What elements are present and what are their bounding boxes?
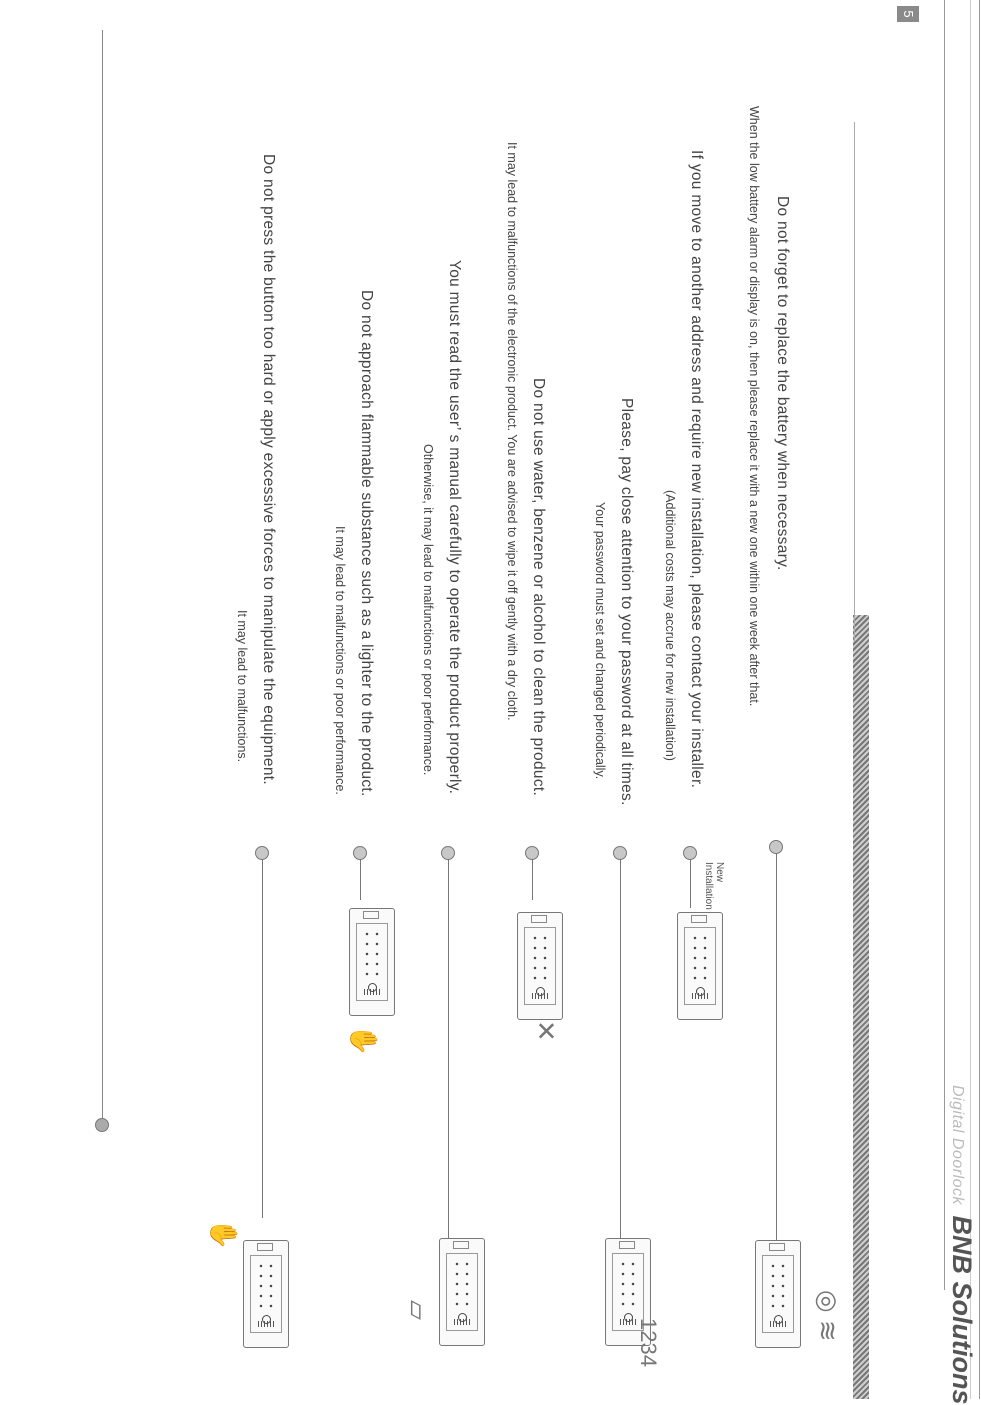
notice-password [559, 0, 635, 1399]
notice-title: Do not press the button too hard or apply excessive forces to manipulate the equipment. [260, 154, 277, 785]
notice-new-installation [629, 0, 705, 1399]
brand-heading [946, 1085, 977, 1405]
connector-line [690, 858, 691, 908]
connector-line [776, 848, 777, 1243]
manual-icon: ▱ [403, 1300, 433, 1320]
bullet-dot [683, 846, 697, 860]
connector-line [620, 858, 621, 1238]
brand-name: BNB Solutions [947, 1215, 977, 1405]
notice-battery [715, 0, 791, 1399]
notice-detail: It may lead to malfunctions or poor performance. [333, 526, 347, 795]
notice-title: Do not forget to replace the battery when necessary. [774, 196, 791, 571]
new-installation-icon [677, 912, 723, 1020]
page-number-badge: 5 [897, 6, 919, 22]
pressing-hand-icon [243, 1240, 289, 1348]
bullet-dot [441, 846, 455, 860]
notice-detail: (Additional costs may accrue for new installation) [663, 490, 677, 761]
pressing-hand-icon: ✋ [209, 1218, 239, 1251]
connector-line [360, 858, 361, 900]
header-rule [944, 0, 945, 1290]
notice-title: Do not use water, benzene or alcohol to clean the product. [530, 378, 547, 797]
connector-line [448, 858, 449, 1238]
no-lighter-icon [349, 908, 395, 1016]
no-lighter-icon: ✋ [349, 1024, 379, 1057]
battery-alarm-icon [755, 1240, 801, 1348]
password-label: 1234 [636, 1318, 661, 1367]
connector-line [262, 858, 263, 1218]
bullet-dot [525, 846, 539, 860]
notice-detail: It may lead to malfunctions of the electronic product. You are advised to wipe it off gently with a dry cloth. [505, 142, 519, 721]
notice-detail: Your password must set and changed periodically. [593, 502, 607, 780]
notice-title: Do not approach flammable substance such as a lighter to the product. [358, 290, 375, 797]
notice-detail: Otherwise, it may lead to malfunctions or poor performance. [421, 444, 435, 776]
notice-detail: It may lead to malfunctions. [235, 610, 249, 763]
bullet-dot [613, 846, 627, 860]
no-cleaning-liquid-icon: ✕ [531, 1020, 561, 1042]
section-thin-rule [854, 122, 855, 642]
notice-detail: When the low battery alarm or display is on, then please replace it with a new one within one week after that. [747, 106, 761, 707]
connector-line [532, 858, 533, 900]
footer-bullet [95, 1118, 109, 1132]
notice-title: Please, pay close attention to your password at all times. [618, 398, 635, 806]
bullet-dot [353, 846, 367, 860]
notice-title: You must read the user’ s manual carefully to operate the product properly. [446, 260, 463, 795]
notice-manual [387, 0, 463, 1399]
bullet-dot [255, 846, 269, 860]
notice-title: If you move to another address and require new installation, please contact your installer. [688, 150, 705, 789]
no-cleaning-liquid-icon [517, 912, 563, 1020]
bullet-dot [769, 840, 783, 854]
notice-flammable [299, 0, 375, 1399]
footer-rule [102, 30, 103, 1122]
manual-icon [439, 1238, 485, 1346]
section-hatched-bar [853, 615, 869, 1399]
battery-alarm-icon: ◎ ≋ [813, 1290, 843, 1342]
new-installation-label: New Installation [703, 862, 725, 910]
notice-button-force [201, 0, 277, 1399]
notice-cleaning [471, 0, 547, 1399]
product-subtitle: Digital Doorlock [949, 1085, 966, 1206]
